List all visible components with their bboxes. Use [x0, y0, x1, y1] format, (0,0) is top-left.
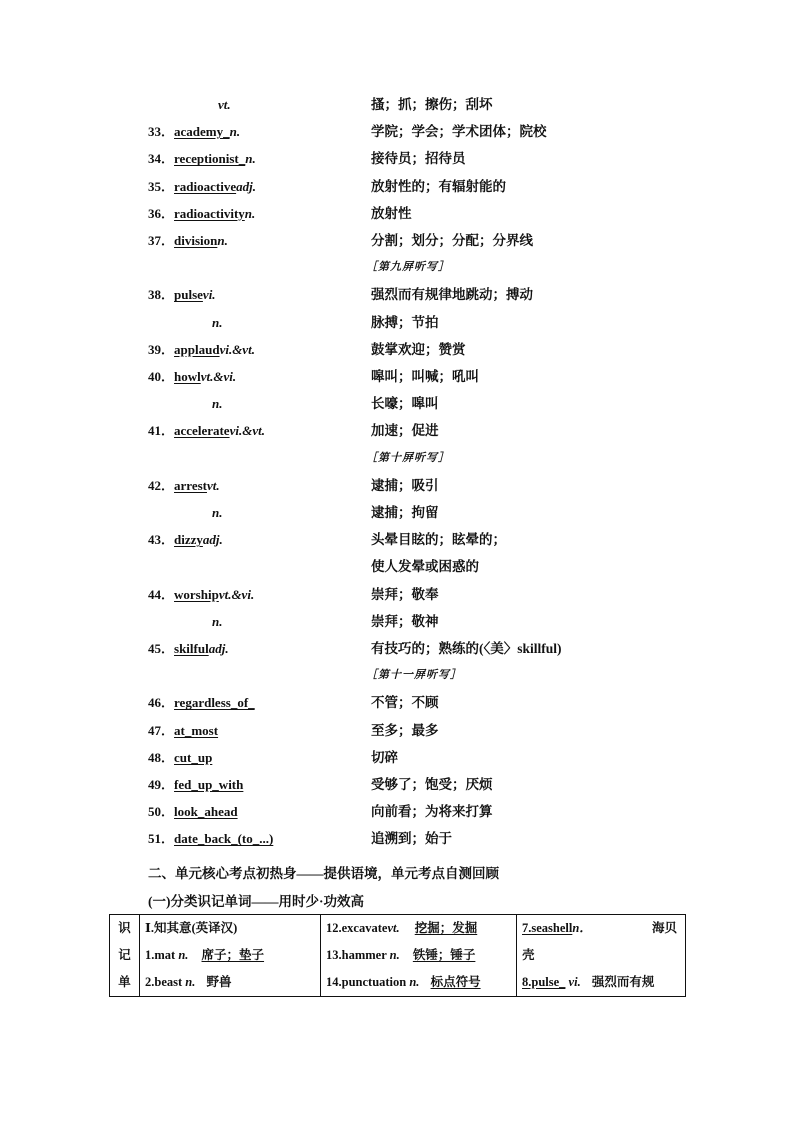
vocab-row: [0, 285, 794, 305]
vocab-number: 41．: [148, 423, 175, 439]
vocab-word: dizzy: [174, 532, 203, 548]
vocab-term: [148, 829, 273, 849]
item-pos: n.: [185, 975, 196, 989]
vocab-term: [212, 612, 222, 632]
item-meaning: 野兽: [206, 975, 232, 989]
vocab-meaning: 脉搏；节拍: [371, 314, 439, 330]
vocab-pos: adj.: [202, 532, 223, 548]
vocab-pos: vt.: [218, 97, 231, 112]
vocab-pos: n.: [245, 151, 256, 167]
vocab-term: [148, 585, 254, 605]
vocab-number: 39．: [148, 341, 175, 357]
item-word: 2.beast: [145, 975, 183, 989]
vocab-term: [148, 775, 243, 795]
vocab-pos: adj.: [236, 178, 256, 194]
vocab-term: [148, 748, 212, 768]
vocab-pos: adj.: [208, 641, 229, 656]
vocab-meaning: 学院；学会；学术团体；院校: [371, 124, 547, 140]
vocab-word: radioactive: [174, 178, 237, 194]
vocab-word: applaud: [174, 341, 220, 357]
dictation-screen-marker: ［第十屏听写］: [366, 451, 450, 464]
table-side-column: [110, 915, 140, 997]
item-word: 14.punctuation: [326, 975, 407, 989]
vocab-word: radioactivity: [174, 205, 245, 221]
vocab-number: 40．: [148, 369, 175, 384]
item-meaning: 席子；垫子: [201, 948, 265, 962]
vocab-term: [148, 231, 228, 251]
vocab-meaning: 放射性: [371, 205, 412, 221]
vocab-row: [0, 367, 794, 387]
vocab-row: [0, 149, 794, 169]
vocab-meaning: 头晕目眩的；眩晕的；: [371, 532, 506, 548]
item-pos: n.: [178, 948, 189, 962]
vocab-pos: n.: [212, 613, 223, 629]
vocab-table: [109, 914, 686, 997]
vocab-term: [148, 122, 240, 142]
vocab-row: [0, 530, 794, 550]
item-meaning: 标点符号: [430, 975, 481, 989]
table-item: [321, 969, 516, 996]
vocab-meaning: 有技巧的；熟练的(〈美〉skillful): [371, 641, 562, 656]
vocab-word: pulse: [174, 287, 203, 303]
vocab-meaning: 切碎: [371, 749, 398, 765]
vocab-word: receptionist_: [174, 151, 246, 167]
vocab-term: [148, 639, 229, 659]
vocab-pos: vi.&vt.: [229, 423, 265, 439]
vocab-meaning: 逮捕；拘留: [371, 505, 439, 520]
vocab-word: skilful: [174, 641, 209, 656]
vocab-term: [212, 503, 222, 523]
vocab-row: [0, 721, 794, 741]
vocab-term: [148, 802, 238, 822]
vocab-row: [0, 421, 794, 441]
vocab-number: 34．: [148, 151, 175, 167]
vocab-pos: n.: [229, 124, 241, 140]
vocab-term: [148, 204, 255, 224]
item-pos: n.: [389, 948, 400, 962]
vocab-number: 49．: [148, 777, 175, 792]
dictation-screen-marker: ［第九屏听写］: [366, 261, 450, 274]
vocab-row: [0, 693, 794, 713]
vocab-row: [0, 829, 794, 849]
table-column-1: [140, 915, 321, 997]
vocab-number: 50．: [148, 804, 175, 820]
vocab-word: look_ahead: [174, 804, 238, 820]
item-word: 8.pulse_: [522, 975, 566, 989]
vocab-word: arrest: [174, 477, 207, 493]
vocab-pos: n.: [212, 505, 223, 520]
vocab-row: [0, 639, 794, 659]
vocab-word: date_back_(to_...): [174, 831, 274, 847]
item-word: 7.seashell: [522, 921, 573, 935]
vocab-term: [148, 693, 255, 713]
vocab-term: [148, 340, 255, 360]
item-meaning: 强烈而有规: [591, 975, 655, 989]
vocab-term: [148, 149, 256, 169]
item-meaning: 海贝: [651, 921, 677, 935]
vocab-row: [0, 231, 794, 251]
vocab-number: 33．: [148, 124, 175, 140]
vocab-meaning: 嗥叫；叫喊；吼叫: [371, 369, 479, 384]
vocab-meaning: 鼓掌欢迎；赞赏: [371, 341, 466, 357]
vocab-row: [0, 122, 794, 142]
vocab-meaning: 搔；抓；擦伤；刮坏: [371, 97, 493, 112]
table-item: [517, 942, 685, 969]
vocab-pos: vt.&vi.: [218, 586, 255, 602]
vocab-row: [0, 204, 794, 224]
vocab-term: [148, 177, 256, 197]
side-char: 记: [118, 948, 131, 962]
vocab-row: [0, 775, 794, 795]
vocab-meaning: 分割；划分；分配；分界线: [371, 233, 533, 248]
vocab-pos: vi.: [202, 287, 216, 303]
table-heading: Ⅰ.知其意(英译汉): [145, 921, 238, 935]
vocab-word: regardless_of_: [174, 695, 255, 711]
vocab-row: [0, 394, 794, 414]
vocab-number: 48．: [148, 749, 175, 765]
vocab-meaning: 至多；最多: [371, 722, 439, 738]
vocab-word: howl: [174, 369, 201, 384]
vocab-term: [212, 394, 222, 414]
vocab-meaning: 放射性的；有辐射能的: [371, 178, 506, 194]
dictation-screen-marker: ［第十一屏听写］: [366, 669, 462, 682]
vocab-meaning: 逮捕；吸引: [371, 477, 439, 493]
table-column-2: [321, 915, 517, 997]
vocab-word: at_most: [174, 722, 219, 738]
vocab-row: [0, 503, 794, 523]
table-item: [321, 915, 516, 942]
vocab-number: 44．: [148, 586, 175, 602]
vocab-meaning: 接待员；招待员: [371, 151, 466, 167]
vocab-word: academy_: [174, 124, 230, 140]
vocab-meaning: 追溯到；始于: [371, 831, 452, 847]
vocab-pos: vt.: [206, 477, 220, 493]
vocab-meaning: 崇拜；敬奉: [371, 586, 439, 602]
vocab-row: [0, 177, 794, 197]
vocab-term: [148, 476, 220, 496]
item-pos: n.: [409, 975, 420, 989]
vocab-word: division: [174, 233, 218, 248]
vocab-term: [218, 95, 231, 115]
vocab-row: [0, 557, 794, 577]
table-item: [140, 969, 320, 996]
vocab-number: 47．: [148, 722, 175, 738]
vocab-number: 37．: [148, 233, 175, 248]
table-item: [517, 915, 685, 942]
item-meaning: 铁锤；锤子: [412, 948, 476, 962]
side-char: 单: [118, 975, 131, 989]
vocab-term: [148, 421, 265, 441]
vocab-number: 43．: [148, 532, 175, 548]
vocab-meaning: 长嚎；嗥叫: [371, 396, 439, 412]
item-pos: n．: [572, 921, 592, 935]
vocab-pos: vi.&vt.: [219, 341, 255, 357]
vocab-word: accelerate: [174, 423, 230, 439]
vocab-row: [0, 612, 794, 632]
item-word: 1.mat: [145, 948, 176, 962]
vocab-meaning: 使人发晕或困惑的: [371, 559, 479, 575]
vocab-number: 35．: [148, 178, 175, 194]
vocab-meaning: 加速；促进: [371, 423, 439, 439]
vocab-pos: n.: [212, 314, 223, 330]
vocab-row: [0, 585, 794, 605]
vocab-term: [148, 530, 223, 550]
item-pos: vt.: [387, 921, 400, 935]
vocab-pos: n.: [217, 233, 228, 248]
vocab-number: 42．: [148, 477, 175, 493]
vocab-row: [0, 748, 794, 768]
vocab-word: cut_up: [174, 749, 213, 765]
section-title: 二、单元核心考点初热身——提供语境，单元考点自测回顾: [148, 866, 499, 881]
vocab-term: [148, 367, 236, 387]
vocab-row: [0, 476, 794, 496]
vocab-pos: vt.&vi.: [200, 369, 237, 384]
vocab-number: 45．: [148, 641, 175, 656]
vocab-pos: n.: [244, 205, 256, 221]
item-meaning: 壳: [522, 948, 535, 962]
subsection-title: (一)分类识记单词——用时少·功效高: [148, 894, 364, 909]
vocab-number: 46．: [148, 695, 175, 711]
vocab-meaning: 强烈而有规律地跳动；搏动: [371, 287, 533, 303]
item-word: 13.hammer: [326, 948, 387, 962]
vocab-number: 36．: [148, 205, 175, 221]
vocab-term: [148, 285, 216, 305]
item-meaning: 挖掘；发掘: [414, 921, 478, 935]
side-char: 识: [118, 921, 131, 935]
vocab-term: [212, 313, 222, 333]
table-column-3: [517, 915, 686, 997]
vocab-meaning: 不管；不顾: [371, 695, 439, 711]
vocab-word: fed_up_with: [174, 777, 244, 792]
vocab-term: [148, 721, 218, 741]
table-item: [140, 942, 320, 969]
vocab-word: worship: [174, 586, 219, 602]
item-pos: vi.: [568, 975, 581, 989]
vocab-number: 38．: [148, 287, 175, 303]
vocab-meaning: 受够了；饱受；厌烦: [371, 777, 493, 792]
vocab-row: [0, 340, 794, 360]
vocab-row: [0, 95, 794, 115]
vocab-row: [0, 802, 794, 822]
vocab-pos: n.: [212, 396, 223, 412]
vocab-number: 51．: [148, 831, 175, 847]
vocab-meaning: 向前看；为将来打算: [371, 804, 493, 820]
item-word: 12.excavate: [326, 921, 388, 935]
table-item: [517, 969, 685, 996]
vocab-meaning: 崇拜；敬神: [371, 613, 439, 629]
vocab-row: [0, 313, 794, 333]
table-item: [321, 942, 516, 969]
